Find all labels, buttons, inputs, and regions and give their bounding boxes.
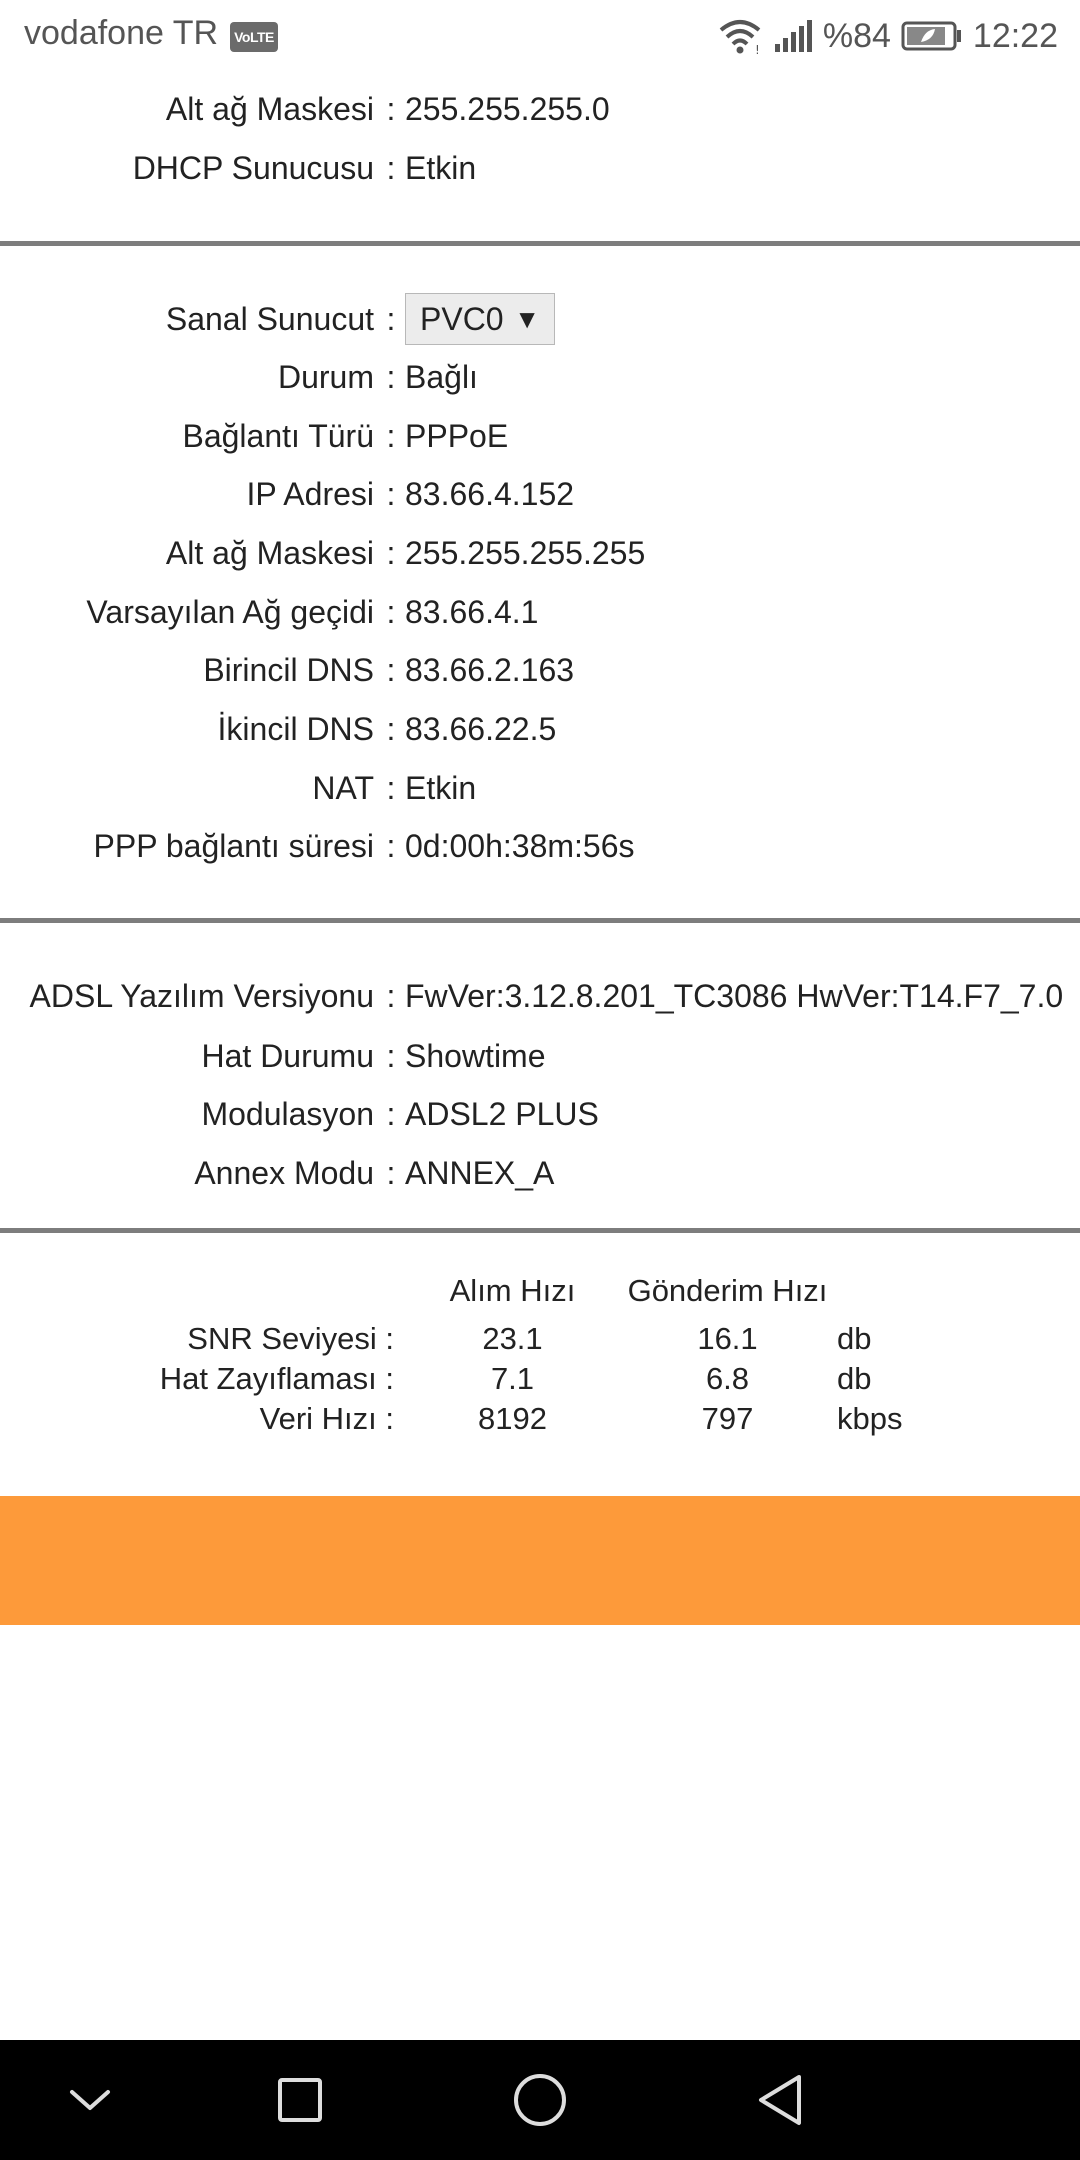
field-label: Durum bbox=[277, 359, 374, 395]
row-label: SNR Seviyesi : bbox=[187, 1321, 394, 1356]
recents-icon[interactable] bbox=[265, 2065, 335, 2135]
navigation-bar bbox=[0, 2040, 1080, 2160]
line-status-row bbox=[0, 1029, 1080, 1083]
row-label: Hat Zayıflaması : bbox=[159, 1361, 394, 1396]
table-row bbox=[0, 1319, 1080, 1359]
field-label: Hat Durumu bbox=[201, 1038, 374, 1074]
dhcp-row bbox=[0, 141, 1080, 195]
lan-subnet-row bbox=[0, 82, 1080, 136]
section-divider bbox=[0, 918, 1080, 923]
pvc-select[interactable] bbox=[405, 293, 555, 345]
dhcp-value: Etkin bbox=[405, 150, 477, 186]
status-value: Bağlı bbox=[405, 359, 478, 395]
firmware-value: FwVer:3.12.8.201_TC3086 HwVer:T14.F7_7.0 bbox=[405, 978, 1064, 1014]
colon: : bbox=[386, 535, 396, 571]
secondary-dns-row bbox=[0, 702, 1080, 756]
colon: : bbox=[386, 359, 396, 395]
field-label: Bağlantı Türü bbox=[182, 418, 374, 454]
signal-icon bbox=[773, 18, 813, 54]
chevron-down-icon[interactable] bbox=[55, 2065, 125, 2135]
colon: : bbox=[386, 476, 396, 512]
status-bar bbox=[0, 0, 1080, 75]
volte-badge: VoLTE bbox=[230, 22, 278, 52]
field-label: DHCP Sunucusu bbox=[132, 150, 374, 186]
colon: : bbox=[386, 978, 396, 1014]
pvc-select-value: PVC0 bbox=[420, 301, 504, 337]
row-label: Veri Hızı : bbox=[259, 1401, 394, 1436]
colon: : bbox=[386, 828, 396, 864]
field-label: PPP bağlantı süresi bbox=[93, 828, 374, 864]
battery-percent: %84 bbox=[822, 16, 891, 55]
colon: : bbox=[386, 652, 396, 688]
downstream-cell: 8192 bbox=[478, 1401, 547, 1436]
ppp-time-row bbox=[0, 819, 1080, 873]
colon: : bbox=[386, 301, 396, 337]
footer-accent-bar bbox=[0, 1496, 1080, 1625]
field-label: NAT bbox=[312, 770, 374, 806]
upstream-cell: 16.1 bbox=[697, 1321, 758, 1356]
ppp-time-value: 0d:00h:38m:56s bbox=[405, 828, 635, 864]
downstream-cell: 7.1 bbox=[490, 1361, 535, 1396]
annex-row bbox=[0, 1146, 1080, 1200]
home-icon[interactable] bbox=[505, 2065, 575, 2135]
downstream-cell: 23.1 bbox=[482, 1321, 543, 1356]
nat-row bbox=[0, 761, 1080, 815]
header-upstream: Gönderim Hızı bbox=[627, 1273, 828, 1308]
table-row bbox=[0, 1399, 1080, 1439]
colon: : bbox=[386, 770, 396, 806]
unit-cell: kbps bbox=[837, 1401, 903, 1436]
field-label: İkincil DNS bbox=[217, 711, 374, 747]
primary-dns-value: 83.66.2.163 bbox=[405, 652, 575, 688]
field-label: Annex Modu bbox=[194, 1155, 374, 1191]
lan-subnet-value: 255.255.255.0 bbox=[405, 91, 610, 127]
field-label: Alt ağ Maskesi bbox=[165, 91, 374, 127]
colon: : bbox=[386, 418, 396, 454]
field-label: IP Adresi bbox=[246, 476, 374, 512]
firmware-row bbox=[0, 969, 1080, 1023]
colon: : bbox=[386, 711, 396, 747]
field-label: Varsayılan Ağ geçidi bbox=[86, 594, 374, 630]
field-label: Sanal Sunucut bbox=[165, 301, 374, 337]
upstream-cell: 6.8 bbox=[705, 1361, 750, 1396]
colon: : bbox=[386, 91, 396, 127]
line-status-value: Showtime bbox=[405, 1038, 546, 1074]
colon: : bbox=[386, 150, 396, 186]
field-label: Modulasyon bbox=[201, 1096, 374, 1132]
dropdown-arrow-icon: ▼ bbox=[514, 304, 540, 334]
field-label: Alt ağ Maskesi bbox=[165, 535, 374, 571]
wifi-icon bbox=[717, 16, 763, 56]
carrier-name: vodafone TR bbox=[24, 14, 219, 52]
connection-type-row bbox=[0, 409, 1080, 463]
unit-cell: db bbox=[837, 1361, 872, 1396]
wan-subnet-value: 255.255.255.255 bbox=[405, 535, 646, 571]
section-divider bbox=[0, 241, 1080, 246]
table-row bbox=[0, 1359, 1080, 1399]
gateway-value: 83.66.4.1 bbox=[405, 594, 539, 630]
field-label: ADSL Yazılım Versiyonu bbox=[29, 978, 374, 1014]
modulation-row bbox=[0, 1087, 1080, 1141]
ip-address-row bbox=[0, 467, 1080, 521]
clock: 12:22 bbox=[972, 16, 1058, 55]
wan-subnet-row bbox=[0, 526, 1080, 580]
svg-text:!: ! bbox=[754, 43, 760, 56]
nat-value: Etkin bbox=[405, 770, 477, 806]
ip-address-value: 83.66.4.152 bbox=[405, 476, 575, 512]
battery-saver-icon bbox=[901, 20, 963, 52]
field-label: Birincil DNS bbox=[203, 652, 374, 688]
colon: : bbox=[386, 1096, 396, 1132]
colon: : bbox=[386, 594, 396, 630]
connection-type-value: PPPoE bbox=[405, 418, 509, 454]
colon: : bbox=[386, 1155, 396, 1191]
secondary-dns-value: 83.66.22.5 bbox=[405, 711, 557, 747]
unit-cell: db bbox=[837, 1321, 872, 1356]
annex-value: ANNEX_A bbox=[405, 1155, 555, 1191]
primary-dns-row bbox=[0, 643, 1080, 697]
colon: : bbox=[386, 1038, 396, 1074]
modulation-value: ADSL2 PLUS bbox=[405, 1096, 599, 1132]
status-row bbox=[0, 350, 1080, 404]
gateway-row bbox=[0, 585, 1080, 639]
section-divider bbox=[0, 1228, 1080, 1233]
header-downstream: Alım Hızı bbox=[449, 1273, 576, 1308]
upstream-cell: 797 bbox=[701, 1401, 754, 1436]
back-icon[interactable] bbox=[745, 2065, 815, 2135]
